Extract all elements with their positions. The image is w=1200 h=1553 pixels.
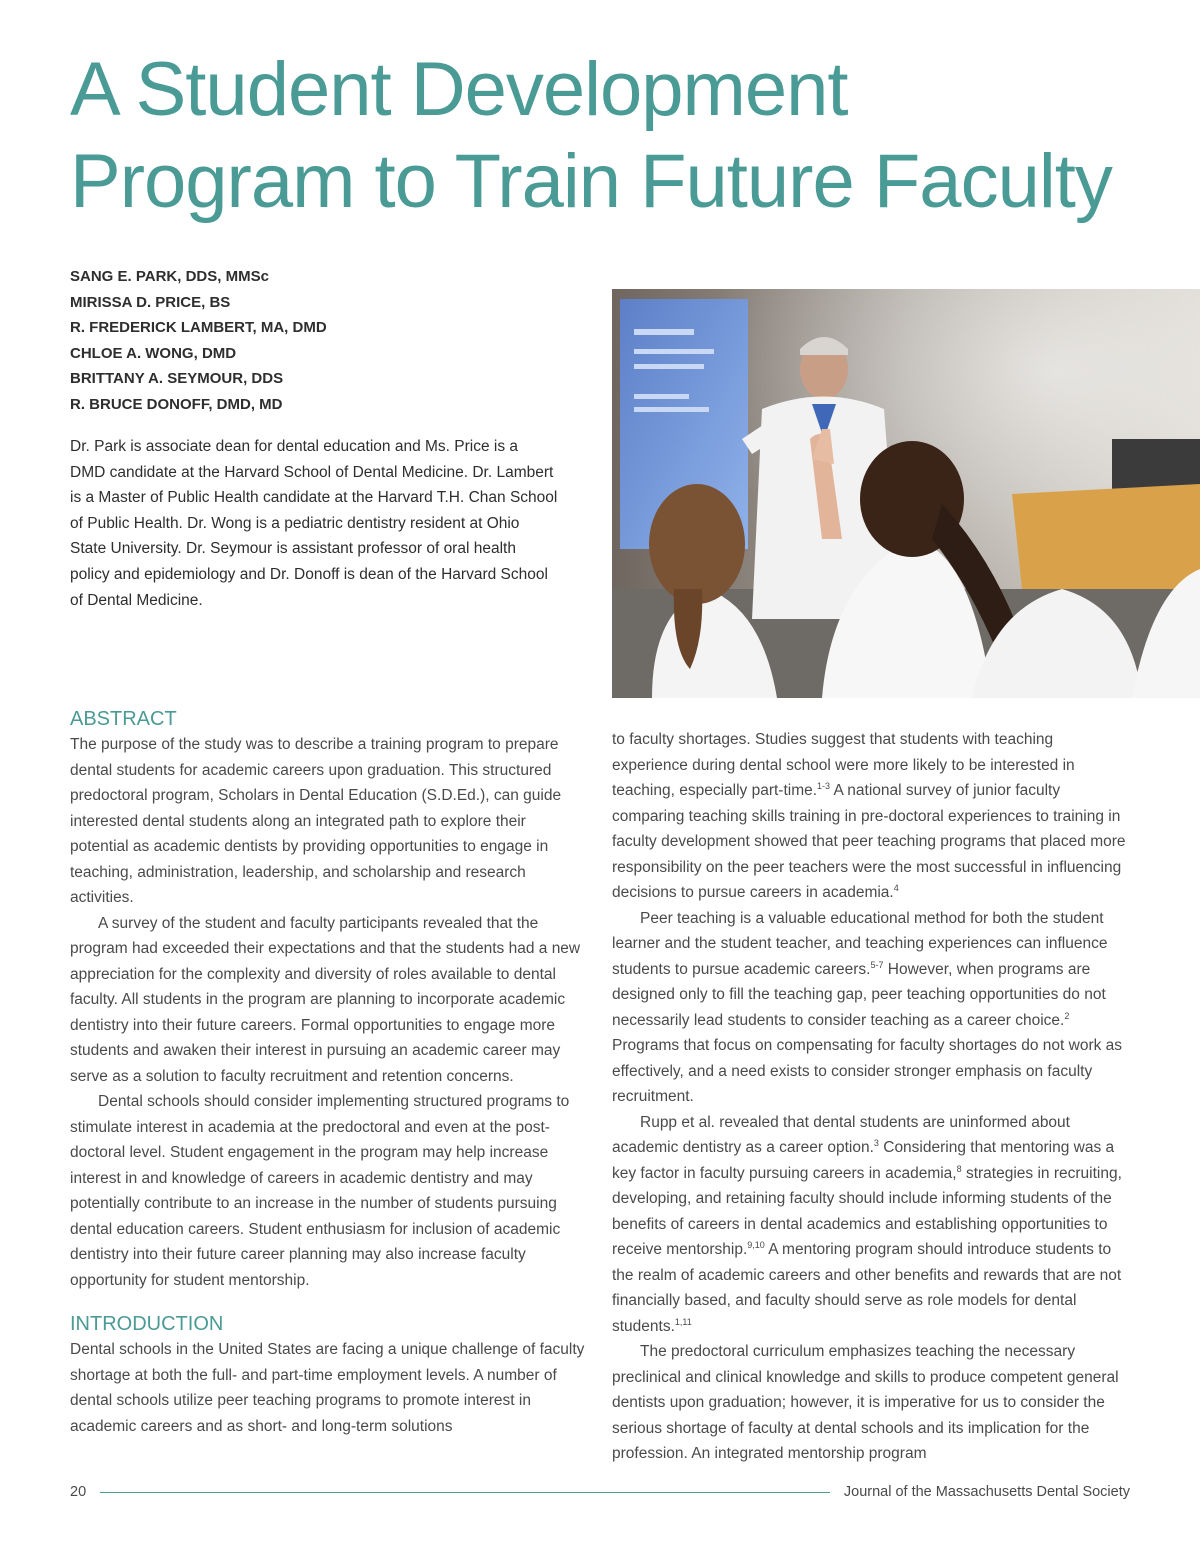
body-text: Rupp et al. revealed that dental students are uninformed about academic dentistry as a career option. (612, 1113, 1070, 1156)
body-text: to faculty shortages. Studies suggest that students with teaching experience during dental school were more likely to be interested in teaching, especially part-time. (612, 731, 1075, 799)
bio-line: DMD candidate at the Harvard School of Dental Medicine. Dr. Lambert (70, 463, 554, 481)
footer-rule (100, 1492, 830, 1493)
body-paragraph (612, 727, 1132, 906)
citation: 3 (873, 1137, 879, 1148)
body-text: Peer teaching is a valuable educational method for both the student learner and the student teacher, and teaching experiences can influence students to pursue academic careers. (612, 909, 1108, 978)
title-line-2: Program to Train Future Faculty (70, 139, 1112, 224)
bio-line: State University. Dr. Seymour is assistant professor of oral health (70, 540, 516, 558)
bio-line: is a Master of Public Health candidate at the Harvard T.H. Chan School (70, 489, 558, 507)
introduction-heading: INTRODUCTION (70, 1313, 224, 1335)
citation: 2 (1064, 1010, 1070, 1021)
abstract-paragraph: A survey of the student and faculty participants revealed that the program had exceeded their expectations and that the students had a new appreciation for the complexity and diversity of roles available to dental faculty. All students in the program are planning to incorporate academic dentistry into their future careers. Formal opportunities to engage more students and awaken their interest in pursuing an academic career may serve as a solution to faculty recruitment and retention concerns. (70, 914, 581, 1085)
body-text: Programs that focus on compensating for faculty shortages do not work as effectively, and a need exists to consider stronger emphasis on faculty recruitment. (612, 1037, 1123, 1105)
body-text: However, when programs are designed only to fill the teaching gap, peer teaching opportunities do not necessarily lead students to consider teaching as a career choice. (612, 960, 1106, 1029)
author-name: R. FREDERICK LAMBERT, MA, DMD (70, 319, 327, 337)
author-name: CHLOE A. WONG, DMD (70, 344, 237, 362)
bio-line: of Dental Medicine. (70, 591, 203, 609)
author-name: MIRISSA D. PRICE, BS (70, 293, 231, 311)
right-column (612, 727, 1132, 1467)
abstract-paragraph: Dental schools should consider implementing structured programs to stimulate interest in academia at the predoctoral and even at the post-doctoral level. Student engagement in the program may help increase interest in and knowledge of careers in academic dentistry and may potentially contribute to an increase in the number of students pursuing dental education careers. Student enthusiasm for inclusion of academic dentistry into their future career planning may also increase faculty opportunity for student mentorship. (70, 1093, 570, 1289)
bio-line: Dr. Park is associate dean for dental education and Ms. Price is a (70, 438, 519, 455)
citation: 1,11 (674, 1316, 692, 1327)
author-name: R. BRUCE DONOFF, DMD, MD (70, 395, 283, 413)
classroom-photo (612, 289, 1200, 698)
citation: 4 (893, 882, 899, 893)
introduction-paragraph: Dental schools in the United States are facing a unique challenge of faculty shortage at both the full- and part-time employment levels. A number of dental schools utilize peer teaching programs to promote interest in academic careers and as short- and long-term solutions (70, 1341, 585, 1435)
abstract-paragraph: The purpose of the study was to describe a training program to prepare dental students for academic careers upon graduation. This structured predoctoral program, Scholars in Dental Education (S.D.Ed.), can guide interested dental students along an integrated path to explore their potential as academic dentists by providing opportunities to engage in teaching, administration, leadership, and scholarship and research activities. (70, 736, 562, 906)
left-column (70, 706, 588, 1439)
abstract-heading: ABSTRACT (70, 708, 177, 730)
body-paragraph: The predoctoral curriculum emphasizes teaching the necessary preclinical and clinical knowledge and skills to produce competent general dentists upon graduation; however, it is imperative for us to consider the serious shortage of faculty at dental schools and its implication for the profession. An integrated mentorship program (612, 1343, 1119, 1462)
body-text: Considering that mentoring was a key factor in faculty pursuing careers in academia, (612, 1139, 1115, 1182)
bio-line: policy and epidemiology and Dr. Donoff is dean of the Harvard School (70, 565, 548, 583)
article-title (70, 44, 1170, 228)
citation: 1-3 (817, 780, 831, 791)
author-name: BRITTANY A. SEYMOUR, DDS (70, 370, 284, 388)
author-list (70, 264, 327, 418)
page-number: 20 (70, 1484, 87, 1500)
page-footer (70, 1480, 1130, 1504)
author-bio (70, 434, 590, 613)
body-paragraph (612, 1110, 1132, 1340)
journal-name: Journal of the Massachusetts Dental Society (843, 1484, 1130, 1500)
title-line-1: A Student Development (70, 47, 848, 132)
citation: 9,10 (747, 1239, 765, 1250)
body-text: A mentoring program should introduce students to the realm of academic careers and other benefits and rewards that are not financially based, and faculty should serve as role models for dental students. (612, 1241, 1122, 1335)
bio-line: of Public Health. Dr. Wong is a pediatric dentistry resident at Ohio (70, 514, 520, 532)
citation: 8 (956, 1163, 962, 1174)
citation: 5-7 (870, 959, 884, 970)
author-name: SANG E. PARK, DDS, MMSc (70, 268, 269, 285)
body-text: A national survey of junior faculty comparing teaching skills training in pre-doctoral experiences to training in faculty development showed that peer teaching programs that placed more responsibility on the peer teachers were the most successful in influencing decisions to pursue careers in academia. (612, 782, 1126, 901)
body-text: strategies in recruiting, developing, and retaining faculty should include informing students of the benefits of careers in dental academics and establishing opportunities to receive mentorship. (612, 1164, 1122, 1258)
body-paragraph (612, 906, 1132, 1110)
